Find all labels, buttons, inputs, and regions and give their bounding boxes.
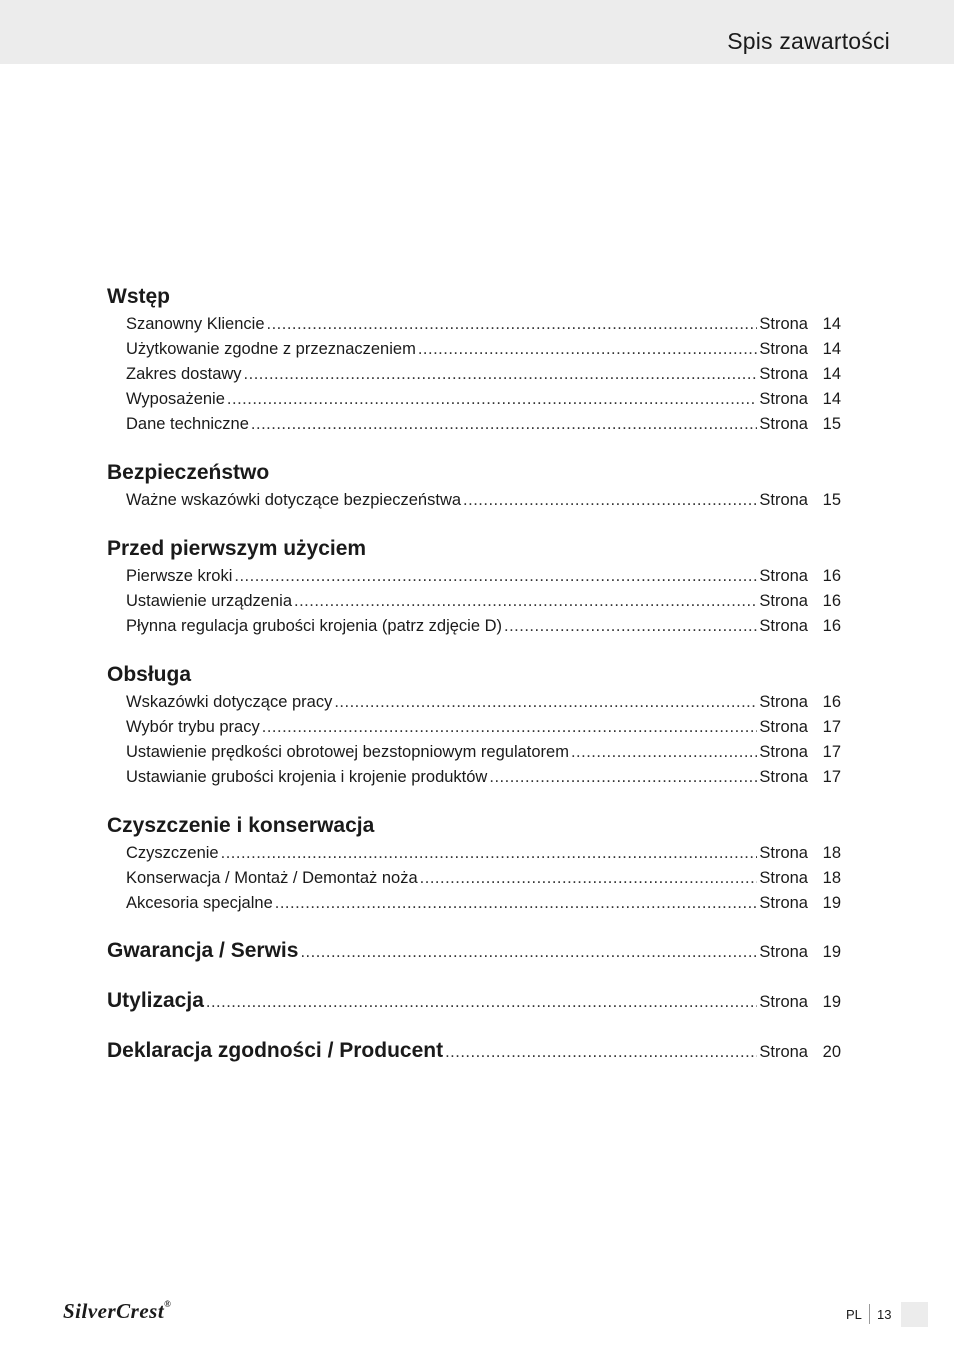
strona-label: Strona: [759, 415, 808, 433]
toc-entry[interactable]: [107, 891, 841, 916]
section-heading: Czyszczenie i konserwacja: [107, 814, 375, 837]
strona-label: Strona: [759, 869, 808, 887]
dot-leader: [294, 589, 757, 614]
page-number: 14: [822, 365, 841, 383]
entry-label: Ustawienie prędkości obrotowej bezstopniowym regulatorem: [126, 743, 569, 761]
page-number: 14: [822, 315, 841, 333]
toc-entry[interactable]: [107, 614, 841, 639]
section-heading: Wstęp: [107, 285, 170, 308]
entry-heading: Gwarancja / Serwis: [107, 939, 299, 962]
dot-leader: [206, 987, 757, 1017]
entry-label: Zakres dostawy: [126, 365, 242, 383]
toc-entry[interactable]: [107, 337, 841, 362]
entry-label: Szanowny Kliencie: [126, 315, 265, 333]
brand-logo-text: SilverCrest: [63, 1299, 165, 1323]
toc-entry-utylizacja[interactable]: [107, 986, 841, 1016]
strona-label: Strona: [759, 894, 808, 912]
page-title: Spis zawartości: [727, 28, 890, 54]
entry-label: Wyposażenie: [126, 390, 225, 408]
strona-label: Strona: [759, 743, 808, 761]
toc-entry[interactable]: [107, 362, 841, 387]
dot-leader: [267, 312, 758, 337]
page-number: 17: [822, 768, 841, 786]
page-number: 18: [822, 869, 841, 887]
dot-leader: [571, 740, 757, 765]
entry-label: Ustawianie grubości krojenia i krojenie produktów: [126, 768, 488, 786]
page-number: 17: [822, 718, 841, 736]
page-number: 14: [822, 340, 841, 358]
toc-entry[interactable]: [107, 715, 841, 740]
page-number: 15: [822, 415, 841, 433]
dot-leader: [463, 488, 757, 513]
toc-entry[interactable]: [107, 488, 841, 513]
toc-section-czyszczenie: [107, 811, 841, 916]
dot-leader: [489, 765, 757, 790]
dot-leader: [418, 337, 758, 362]
footer-tab-box: [901, 1302, 928, 1327]
page-number-footer: 13: [877, 1307, 892, 1322]
strona-label: Strona: [759, 592, 808, 610]
strona-label: Strona: [759, 844, 808, 862]
page-number: 16: [822, 592, 841, 610]
entry-label: Akcesoria specjalne: [126, 894, 273, 912]
page-number: 16: [822, 567, 841, 585]
strona-label: Strona: [759, 943, 808, 961]
strona-label: Strona: [759, 693, 808, 711]
page-number: 16: [822, 617, 841, 635]
toc-entry[interactable]: [107, 387, 841, 412]
strona-label: Strona: [759, 390, 808, 408]
strona-label: Strona: [759, 315, 808, 333]
toc-entry[interactable]: [107, 841, 841, 866]
dot-leader: [300, 937, 757, 967]
strona-label: Strona: [759, 718, 808, 736]
page-number: 19: [822, 993, 841, 1011]
entry-label: Płynna regulacja grubości krojenia (patrz zdjęcie D): [126, 617, 503, 635]
entry-label: Wskazówki dotyczące pracy: [126, 693, 333, 711]
brand-logo: [63, 1299, 171, 1324]
entry-label: Ważne wskazówki dotyczące bezpieczeństwa: [126, 491, 462, 509]
strona-label: Strona: [759, 491, 808, 509]
toc-section-przed-pierwszym-uzyciem: [107, 534, 841, 639]
page-number: 20: [822, 1043, 841, 1061]
dot-leader: [234, 564, 757, 589]
strona-label: Strona: [759, 1043, 808, 1061]
page-number: 16: [822, 693, 841, 711]
strona-label: Strona: [759, 768, 808, 786]
strona-label: Strona: [759, 617, 808, 635]
entry-label: Konserwacja / Montaż / Demontaż noża: [126, 869, 418, 887]
page-number: 15: [822, 491, 841, 509]
dot-leader: [504, 614, 757, 639]
entry-label: Pierwsze kroki: [126, 567, 233, 585]
page-number: 17: [822, 743, 841, 761]
registered-mark: ®: [164, 1299, 172, 1309]
toc-section-obsluga: [107, 660, 841, 790]
entry-label: Dane techniczne: [126, 415, 249, 433]
page-number: 19: [822, 943, 841, 961]
section-heading: Bezpieczeństwo: [107, 461, 270, 484]
toc-entry[interactable]: [107, 765, 841, 790]
strona-label: Strona: [759, 365, 808, 383]
dot-leader: [221, 841, 758, 866]
language-code: PL: [846, 1307, 862, 1322]
entry-label: Czyszczenie: [126, 844, 219, 862]
entry-heading: Utylizacja: [107, 989, 204, 1012]
toc-entry[interactable]: [107, 564, 841, 589]
dot-leader: [275, 891, 758, 916]
entry-label: Wybór trybu pracy: [126, 718, 260, 736]
section-heading: Obsługa: [107, 663, 192, 686]
dot-leader: [445, 1037, 757, 1067]
strona-label: Strona: [759, 993, 808, 1011]
footer-divider: [869, 1304, 870, 1324]
dot-leader: [244, 362, 758, 387]
toc-entry-gwarancja[interactable]: [107, 936, 841, 966]
toc-entry-deklaracja[interactable]: [107, 1036, 841, 1066]
toc-section-bezpieczenstwo: [107, 458, 841, 513]
entry-label: Użytkowanie zgodne z przeznaczeniem: [126, 340, 416, 358]
page-number: 18: [822, 844, 841, 862]
dot-leader: [251, 412, 757, 437]
page-number: 14: [822, 390, 841, 408]
toc-entry[interactable]: [107, 312, 841, 337]
strona-label: Strona: [759, 567, 808, 585]
toc-entry[interactable]: [107, 412, 841, 437]
page-number: 19: [822, 894, 841, 912]
toc-entry[interactable]: [107, 690, 841, 715]
section-heading: Przed pierwszym użyciem: [107, 537, 367, 560]
entry-heading: Deklaracja zgodności / Producent: [107, 1039, 444, 1062]
toc-section-wstep: [107, 282, 841, 437]
strona-label: Strona: [759, 340, 808, 358]
entry-label: Ustawienie urządzenia: [126, 592, 293, 610]
toc-entry[interactable]: [107, 740, 841, 765]
dot-leader: [227, 387, 757, 412]
dot-leader: [334, 690, 757, 715]
table-of-contents: [107, 282, 841, 1066]
toc-entry[interactable]: [107, 866, 841, 891]
dot-leader: [262, 715, 758, 740]
dot-leader: [420, 866, 758, 891]
toc-entry[interactable]: [107, 589, 841, 614]
